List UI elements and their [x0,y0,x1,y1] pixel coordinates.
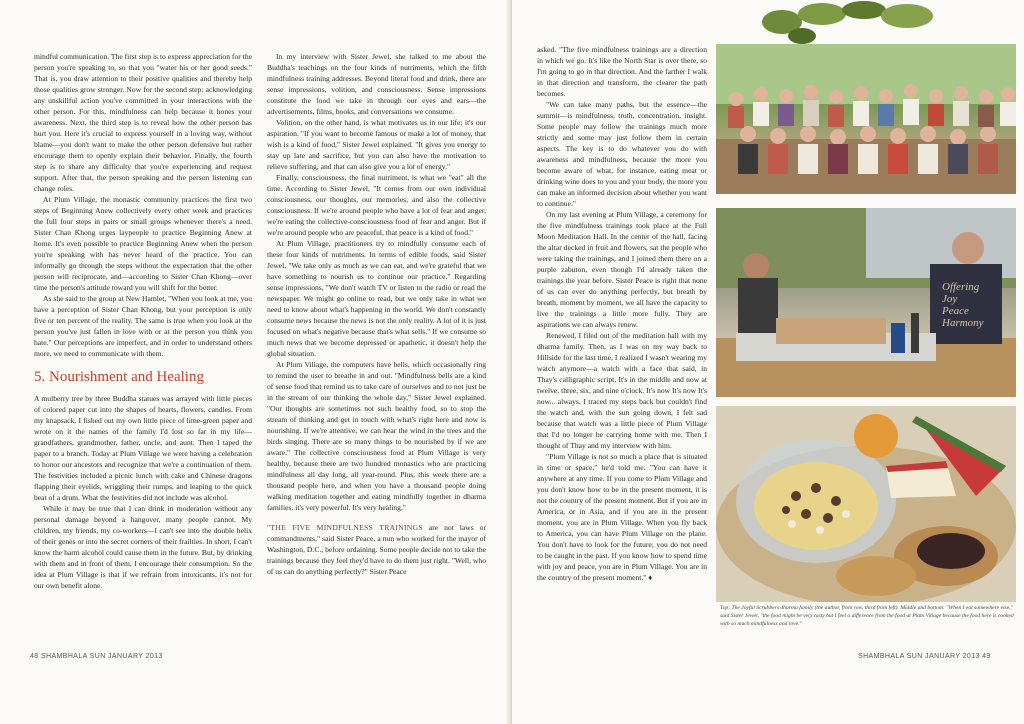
paragraph: asked. "The five mindfulness trainings are a direction in which we go. It's like the North Star is over there, so I'm going to go in that direction. And the farther I walk in that direction and transform, the clearer the path becomes. [537,45,707,98]
paragraph: A mulberry tree by three Buddha statues was arrayed with little pieces of colored paper cut into the shapes of hearts, flowers, candles. From my knapsack, I fished out my own little piece of lime-green paper and wrote on it the names of the family I'd lost so far in my life—grandfathers, grandmother, father, uncle, and aunt. Then I taped the paper to a branch. Today at Plum Village we were having a celebration to honor our ancestors and recognize that we're a continuation of them. The festivities included a picnic lunch with cake and Chinese dragons flapping their eyelids, wriggling their rumps, and leaping to the quick beat of a drum. What the festivities did not include was alcohol. [34,394,252,502]
paragraph: "Plum Village is not so much a place that is situated in time or space," he'd told me. "You can have it anywhere at any time. If you come to Plum Village and you don't know how to be in the present moment, it is not the country of the present moment. But if you are in America, or in Asia, and if you are in the present moment, you are in Plum Village. When you fly back to America, you can have Plum Village on the plane. You don't have to look for the future; you do not need to be caught in the past. If you know how to spend time with joy and peace, you are in Plum Village. You are in the country of the present moment." ♦ [537,452,707,582]
food-photo [716,406,1016,602]
right-column [537,44,707,583]
apron-word: Offering [942,281,980,293]
left-column-2 [267,51,486,577]
left-page [0,0,510,724]
kitchen-photo [716,208,1016,397]
lead-in: "THE FIVE MINDFULNESS TRAININGS [267,523,423,532]
paragraph: At Plum Village, the monastic community practices the first two steps of Beginning Anew collectively every other week and practices the full four steps in pairs or small groups whenever there's a need. Sister Chan Khong urges laypeople to practice Beginning Anew at home. It's even possible to practice Beginning Anew when the person you're speaking with has never heard of the practice. You can informally go through the steps without the expectation that the other person will reciprocate, and—according to Sister Chan Khong—over time the person's attitude toward you will shift for the better. [34,195,252,292]
paragraph: In my interview with Sister Jewel, she talked to me about the Buddha's teachings on the four kinds of nutriments, which the fifth mindfulness training addresses. Beyond literal food and drink, there are sense impressions, volition, and consciousness. Sense impressions constitute the food we take in through our eyes and ears—the advertisements, films, books, and conversations we consume. [267,52,486,116]
apron-word: Joy [942,293,958,305]
paragraph: Finally, consciousness, the final nutriment, is what we "eat" all the time. According to Sister Jewel, "It comes from our own individual consciousness, our thoughts, our memories, and also the collective consciousness. If we're around people who have a lot of fear and anger, we're eating the collective-consciousness food of fear and anger. But if we're around people who are peaceful, that peace is a kind of food." [267,173,486,237]
page-footer-right: SHAMBHALA SUN JANUARY 2013 49 [858,653,991,660]
leaves-image [752,0,952,48]
paragraph: At Plum Village, practitioners try to mindfully consume each of these four kinds of nutriments. In terms of edible foods, said Sister Jewel, "We take only as much as we can eat, and we're grateful that we have something to nourish us to continue our practice." Regarding sense impressions, "We don't watch TV or listen to the radio or read the newspaper. We might go online to read, but we only take in what we need to know about what's happening in the world. We don't constantly consume news because the news is not the only reality. A lot of it is just focused on what's negative because that's what sells." If we consume so much news that we become depressed or apathetic, it doesn't help the global situation. [267,239,486,358]
page-footer-left: 48 SHAMBHALA SUN JANUARY 2013 [30,653,163,660]
paragraph: On my last evening at Plum Village, a ceremony for the five mindfulness trainings took place at the Full Moon Meditation Hall. In the center of the hall, facing the altar decked in fruit and flowers, sat the people who were taking the trainings, and I joined them there on a purple zabuton, even though I'd already taken the trainings the year before. Sister Peace is right that none of us can ever do anything perfectly, but breath by breath, moment by moment, we all have the capacity to live the trainings a little more fully. They are aspirations we can always renew. [537,210,707,329]
apron-word: Harmony [942,317,984,329]
kitchen-photo-illustration [716,208,1016,397]
paragraph: Renewed, I filed out of the meditation hall with my dharma family. Then, as I was on my way back to Hillside for the last time, I realized I wasn't wearing my watch anymore—a watch with a face that said, in Thay's calligraphic script, It's in the middle and now at twelve, three, six, and nine o'clock. It's now It's now It's now... always. I traced my steps back but couldn't find the watch and, with the sun going down, I felt sad because that watch was a little piece of Plum Village that I'd no longer be carrying home with me. Then I thought of Thay and my interview with him. [537,331,707,450]
left-column-1 [34,51,252,591]
paragraph: While it may be true that I can drink in moderation without any personal damage beyond a hangover, many people cannot. My children, my friends, my co-workers—I can't see into the double helix of their genes or into the secret corners of their frailties. In short, I can't know the harm alcohol could cause them in the future. But, by drinking with them and in front of them, I encourage their consumption. So the idea at Plum Village is that if we refrain from intoxicants, it's not for our own benefit alone. [34,504,252,590]
paragraph-rest: are not laws or commandments," said Sister Peace, a nun who worked for the mayor of Washington, D.C., before ordaining. Some people decide not to take the trainings because they feel they'd have to do them just right. "Well, who of us can do anything perfectly?" Sister Peace [267,523,487,576]
paragraph: As she said to the group at New Hamlet, "When you look at me, you have a perception of Sister Chan Khong, but your perception is only five or ten percent of the reality. The same is true when you look at the person you've just fallen in love with or at the person you think you hate." Our perceptions are imperfect, and in order to understand others more, we need to communicate with them. [34,294,252,358]
paragraph [267,522,486,577]
group-photo-illustration [716,44,1016,194]
paragraph: mindful communication. The first step is to express appreciation for the person you're speaking to, so that you "water his or her good seeds." That is, you draw attention to their positive qualities and thereby help those qualities grow stronger. Now for the second step: acknowledging any unskillful action you've committed in your interactions with the other person. For this, mindfulness can help because it hones your awareness. Next, the third step is to reveal how the other person has hurt you. Here it's crucial to express yourself in a loving way, without blame—you don't want to make the other person defensive but rather encourage them to openly explain their behavior. Finally, the fourth step is to share any difficulty that you're experiencing and request support. After that, the person speaking and the person listening can change roles. [34,52,252,193]
food-photo-illustration [716,406,1016,602]
paragraph: At Plum Village, the computers have bells, which occasionally ring to remind the user to breathe in and out. "Mindfulness bells are a kind of sense food that remind us to take care of ourselves and to not just be in the stream of our thinking the whole day," Sister Jewel explained. "Our thoughts are sometimes not such healthy food, so to stop the stream of thinking and get in touch with what's right here and now is nourishing. If we're attentive, we can hear the wind in the trees and the birds singing. There are so many things to be nourished by if we are aware." The collective consciousness food at Plum Village is very healthy, because there are two hundred monastics who are practicing mindfulness all day long, all year-round. Plus, this week there are a thousand people here, and when you have a thousand people doing walking meditation together and eating mindfully together in dharma families, it's very powerful. It's very healing." [267,360,486,512]
section-heading: 5. Nourishment and Healing [34,369,204,385]
paragraph: "We can take many paths, but the essence—the summit—is mindfulness, truth, concentration, insight. Some people may follow the trainings much more strictly and some may just follow them in certain aspects. The key is to do whatever you do with awareness and mindfulness, because the more you become aware of what, for instance, eating meat or drinking wine does to you and your body, the more you can make an informed decision about whether you want to continue." [537,100,707,208]
group-photo [716,44,1016,194]
apron-word: Peace [942,305,969,317]
paragraph: Volition, on the other hand, is what motivates us in our life; it's our aspiration. "If you want to become famous or make a lot of money, that wish is a kind of food," Sister Jewel explained. "It gives you energy to stay up late and sacrifice, but you can also have the motivation to relieve suffering, and that can also give you a lot of energy." [267,118,486,171]
photo-caption: Top: The Joyful Scrubbers dharma family (the author, front row, third from left). Middle and bottom: "When I eat somewhere else," said Sister Jewel, "the food might be very tasty but I feel a difference from the food at Plum Village because the food here is cooked with so much mindfulness and love." [720,605,1014,627]
